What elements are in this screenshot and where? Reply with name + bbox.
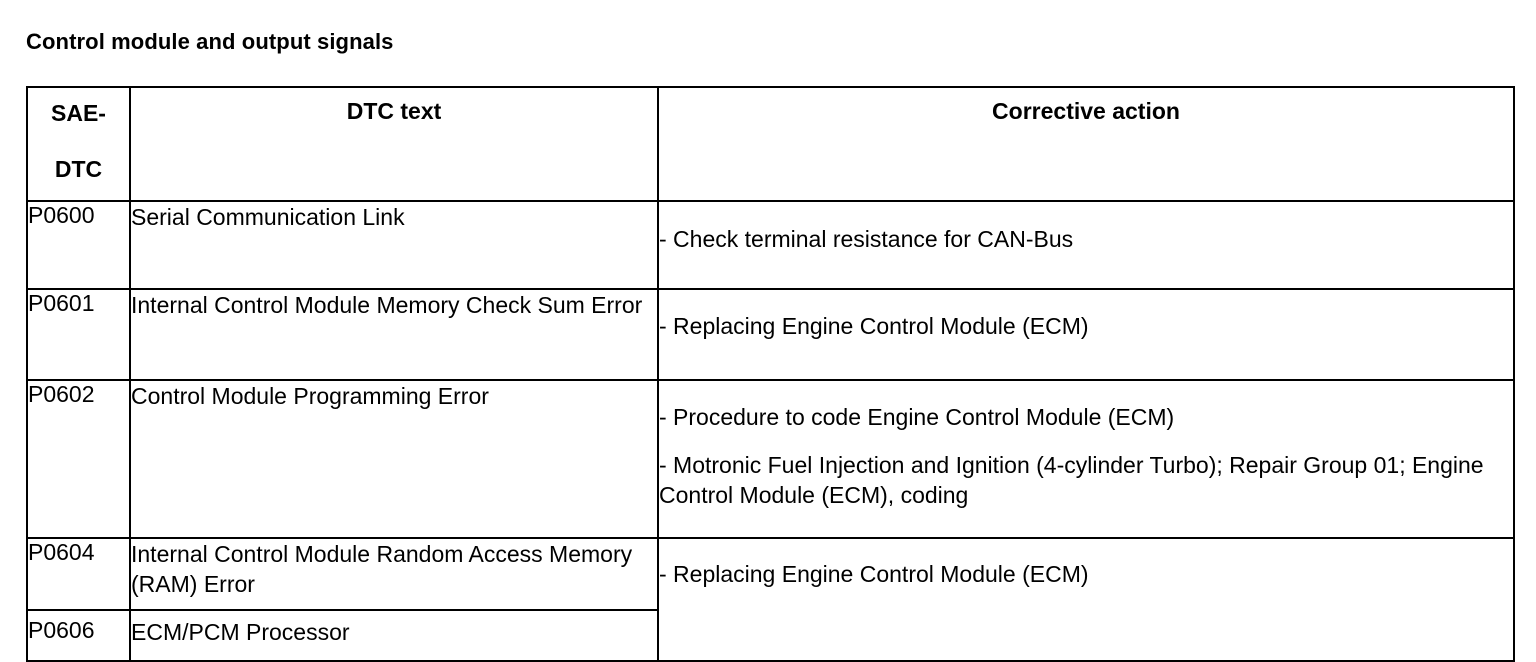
dtc-code: P0606 [27, 610, 130, 661]
action-line: - Replacing Engine Control Module (ECM) [659, 561, 1089, 587]
dtc-code: P0600 [27, 201, 130, 289]
corrective-action [658, 538, 1514, 661]
dtc-text: Serial Communication Link [130, 201, 658, 289]
header-corrective-action: Corrective action [658, 87, 1514, 201]
action-line: - Motronic Fuel Injection and Ignition (4-cylinder Turbo); Repair Group 01; Engine Control Module (ECM), coding [659, 452, 1484, 508]
corrective-action [658, 201, 1514, 289]
action-line: - Procedure to code Engine Control Module (ECM) [659, 404, 1175, 430]
table-row [27, 201, 1514, 289]
dtc-text: Internal Control Module Random Access Memory (RAM) Error [130, 538, 658, 610]
corrective-action [658, 289, 1514, 380]
header-sae-dtc [27, 87, 130, 201]
dtc-text: ECM/PCM Processor [130, 610, 658, 661]
action-line: - Replacing Engine Control Module (ECM) [659, 313, 1089, 339]
corrective-action [658, 380, 1514, 538]
header-sae-dtc-line2: DTC [54, 156, 103, 182]
dtc-code: P0602 [27, 380, 130, 538]
table-header-row [27, 87, 1514, 201]
dtc-code: P0604 [27, 538, 130, 610]
header-dtc-text: DTC text [130, 87, 658, 201]
table-row [27, 289, 1514, 380]
table-row [27, 538, 1514, 610]
action-line: - Check terminal resistance for CAN-Bus [659, 226, 1074, 252]
table-row [27, 380, 1514, 538]
dtc-table [26, 86, 1515, 662]
dtc-text: Internal Control Module Memory Check Sum Error [130, 289, 658, 380]
page-title: Control module and output signals [26, 29, 394, 54]
header-sae-dtc-line1: SAE- [51, 100, 106, 126]
dtc-code: P0601 [27, 289, 130, 380]
dtc-text: Control Module Programming Error [130, 380, 658, 538]
